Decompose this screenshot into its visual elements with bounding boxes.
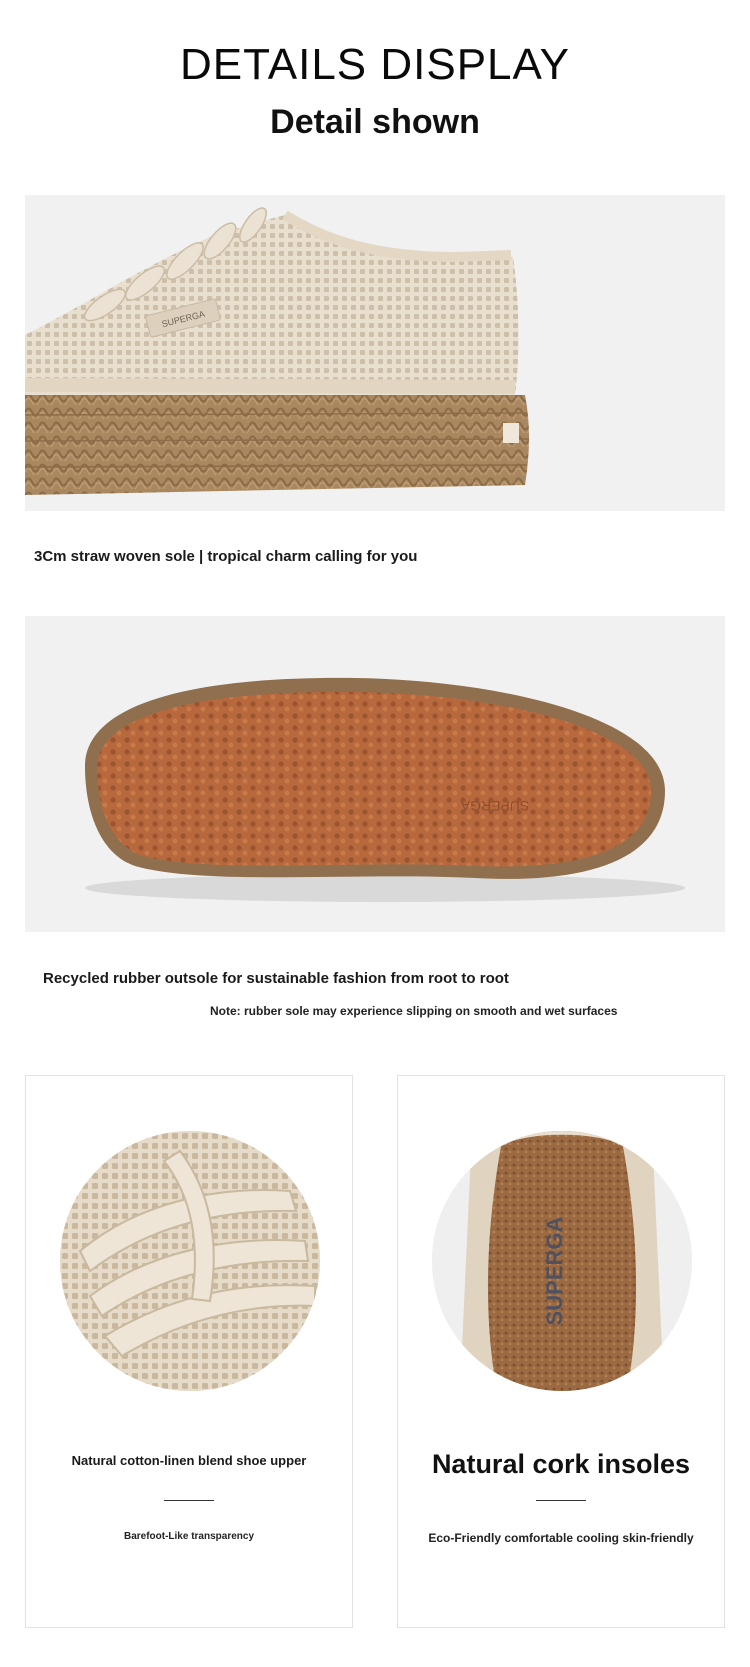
card-insole-title: Natural cork insoles xyxy=(431,1449,691,1479)
outsole-illustration xyxy=(25,616,725,932)
card-insole-divider xyxy=(536,1500,586,1501)
laces-closeup-photo xyxy=(60,1131,320,1391)
feature-card-insole xyxy=(397,1075,725,1628)
page-title: DETAILS DISPLAY xyxy=(180,40,570,89)
insole-brand-text: SUPERGA xyxy=(542,1216,567,1326)
upper-sole-photo xyxy=(25,195,725,511)
page-subtitle: Detail shown xyxy=(270,103,480,141)
cork-insole-photo xyxy=(432,1131,692,1391)
upper-sole-caption: 3Cm straw woven sole | tropical charm calling for you xyxy=(34,548,418,565)
card-upper-description: Barefoot-Like transparency xyxy=(123,1531,255,1542)
outsole-photo xyxy=(25,616,725,932)
card-upper-divider xyxy=(164,1500,214,1501)
card-upper-title: Natural cotton-linen blend shoe upper xyxy=(71,1453,307,1468)
brand-label-text: SUPERGA xyxy=(160,308,206,330)
outsole-brand-text: SUPERGA xyxy=(460,798,530,814)
insole-illustration xyxy=(432,1131,692,1391)
laces-illustration xyxy=(60,1131,320,1391)
card-insole-description: Eco-Friendly comfortable cooling skin-friendly xyxy=(428,1531,694,1545)
outsole-caption: Recycled rubber outsole for sustainable fashion from root to root xyxy=(43,970,509,987)
outsole-note: Note: rubber sole may experience slipping on smooth and wet surfaces xyxy=(210,1004,618,1018)
feature-card-upper xyxy=(25,1075,353,1628)
shoe-side-illustration xyxy=(25,195,725,511)
